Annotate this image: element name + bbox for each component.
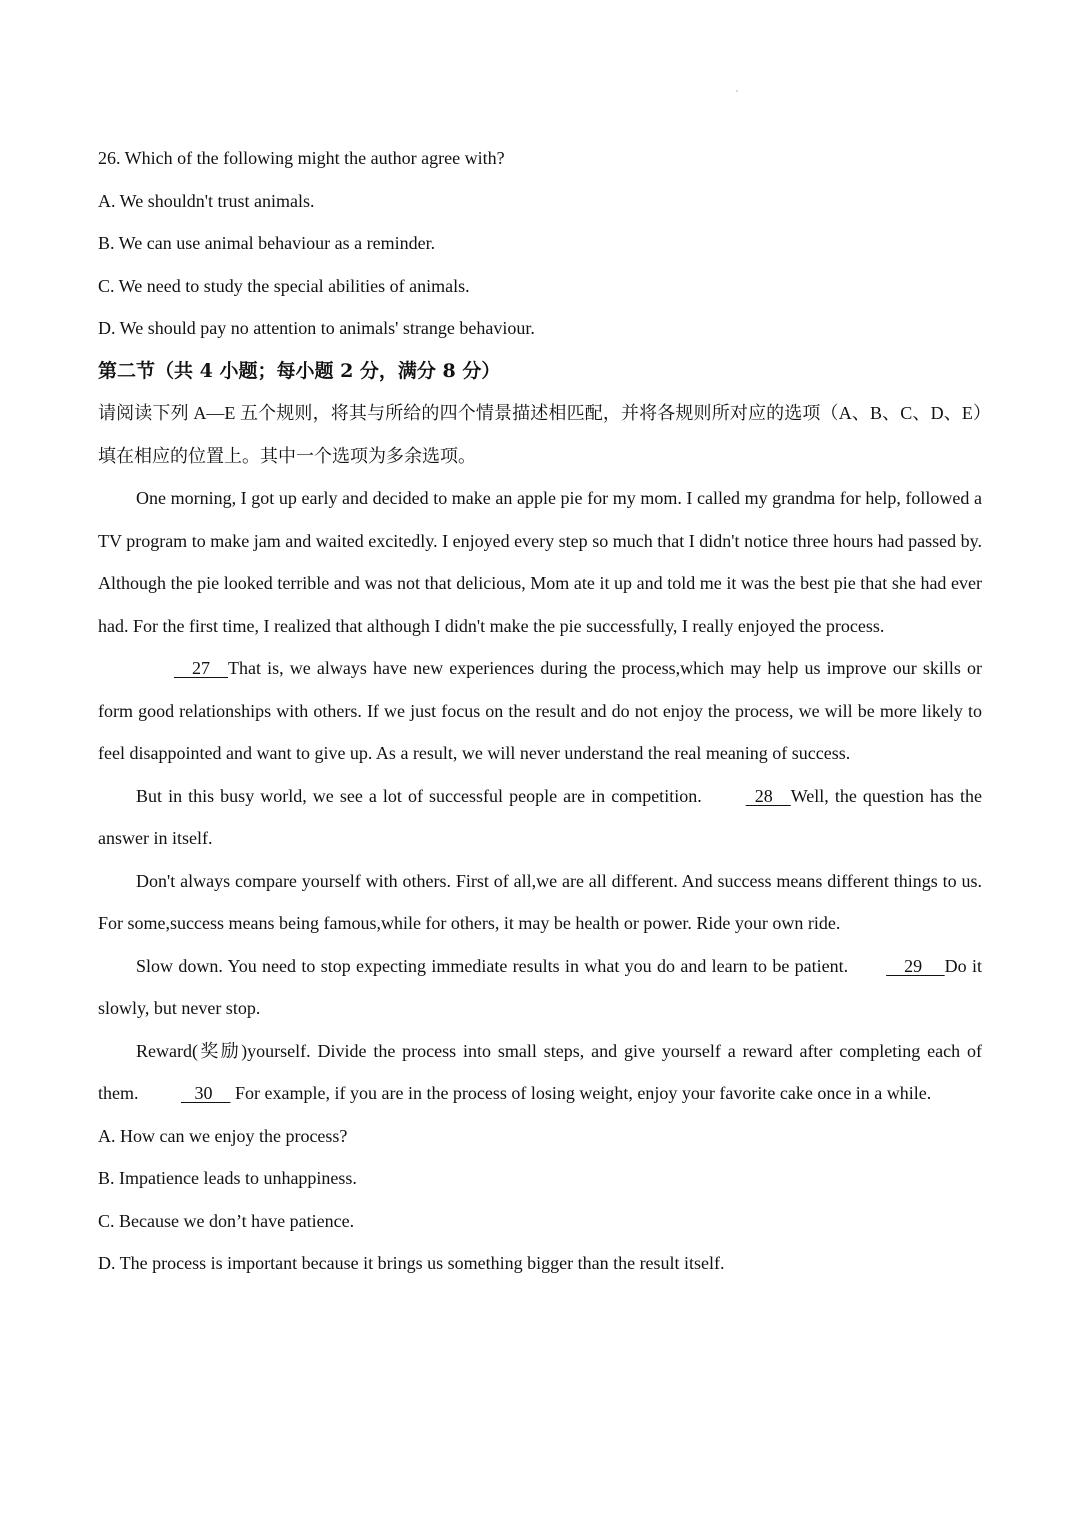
blank-30: 30 [181,1083,231,1103]
section-instruction: 请阅读下列 A—E 五个规则，将其与所给的四个情景描述相匹配，并将各规则所对应的选项（A、B、C、D、E）填在相应的位置上。其中一个选项为多余选项。 [98,403,982,466]
paragraph-3-text-before: But in this busy world, we see a lot of successful people are in competition. [136,785,708,806]
option-a: A. How can we enjoy the process? [98,1125,348,1146]
paragraph-5-text-before: Slow down. You need to stop expecting immediate results in what you do and learn to be patient. [136,955,849,976]
q26-option-c: C. We need to study the special abilities of animals. [98,275,470,296]
scan-speck [736,90,738,92]
paragraph-6-text-before: Reward(奖励)yourself. Divide the process into small steps, and give yourself a reward after completing each of them. [98,1040,982,1103]
option-b: B. Impatience leads to unhappiness. [98,1168,357,1188]
section-title: 第二节（共 4 小题；每小题 2 分，满分 8 分） [98,359,501,382]
paragraph-3-text-after: Well, the question has the answer in itself. [98,785,982,848]
q26-option-a: A. We shouldn't trust animals. [98,190,315,211]
paragraph-2-text: That is, we always have new experiences during the process,which may help us improve our skills or form good relationships with others. If we just focus on the result and do not enjoy the process, we will be more likely to feel disappointed and want to give up. As a result, we will never understand the real meaning of success. [98,658,982,763]
option-d: D. The process is important because it brings us something bigger than the result itself. [98,1253,725,1273]
option-c: C. Because we don’t have patience. [98,1210,355,1231]
passage-paragraph-2 [98,647,982,775]
q26-option-d: D. We should pay no attention to animals' strange behaviour. [98,318,535,338]
passage-paragraph-1: One morning, I got up early and decided to make an apple pie for my mom. I called my grandma for help, followed a TV program to make jam and waited excitedly. I enjoyed every step so much that I didn't notice three hours had passed by. Although the pie looked terrible and was not that delicious, Mom ate it up and told me it was the best pie that she had ever had. For the first time, I realized that although I didn't make the pie successfully, I really enjoyed the process. [98,488,982,636]
passage-paragraph-4: Don't always compare yourself with others. First of all,we are all different. And success means different things to us. For some,success means being famous,while for others, it may be health or power. Ride your own ride. [98,870,982,933]
exam-page [98,137,982,1285]
passage-paragraph-6 [98,1030,982,1115]
blank-29: 29 [886,955,945,976]
paragraph-6-text-after: For example, if you are in the process of losing weight, enjoy your favorite cake once in a while. [230,1083,932,1103]
passage-paragraph-3 [98,775,982,860]
q26-question: 26. Which of the following might the author agree with? [98,148,505,168]
paragraph-5-text-after: Do it slowly, but never stop. [98,955,982,1018]
passage-paragraph-5 [98,945,982,1030]
blank-28: 28 [745,785,791,806]
q26-option-b: B. We can use animal behaviour as a reminder. [98,233,436,253]
blank-27: 27 [174,658,228,678]
